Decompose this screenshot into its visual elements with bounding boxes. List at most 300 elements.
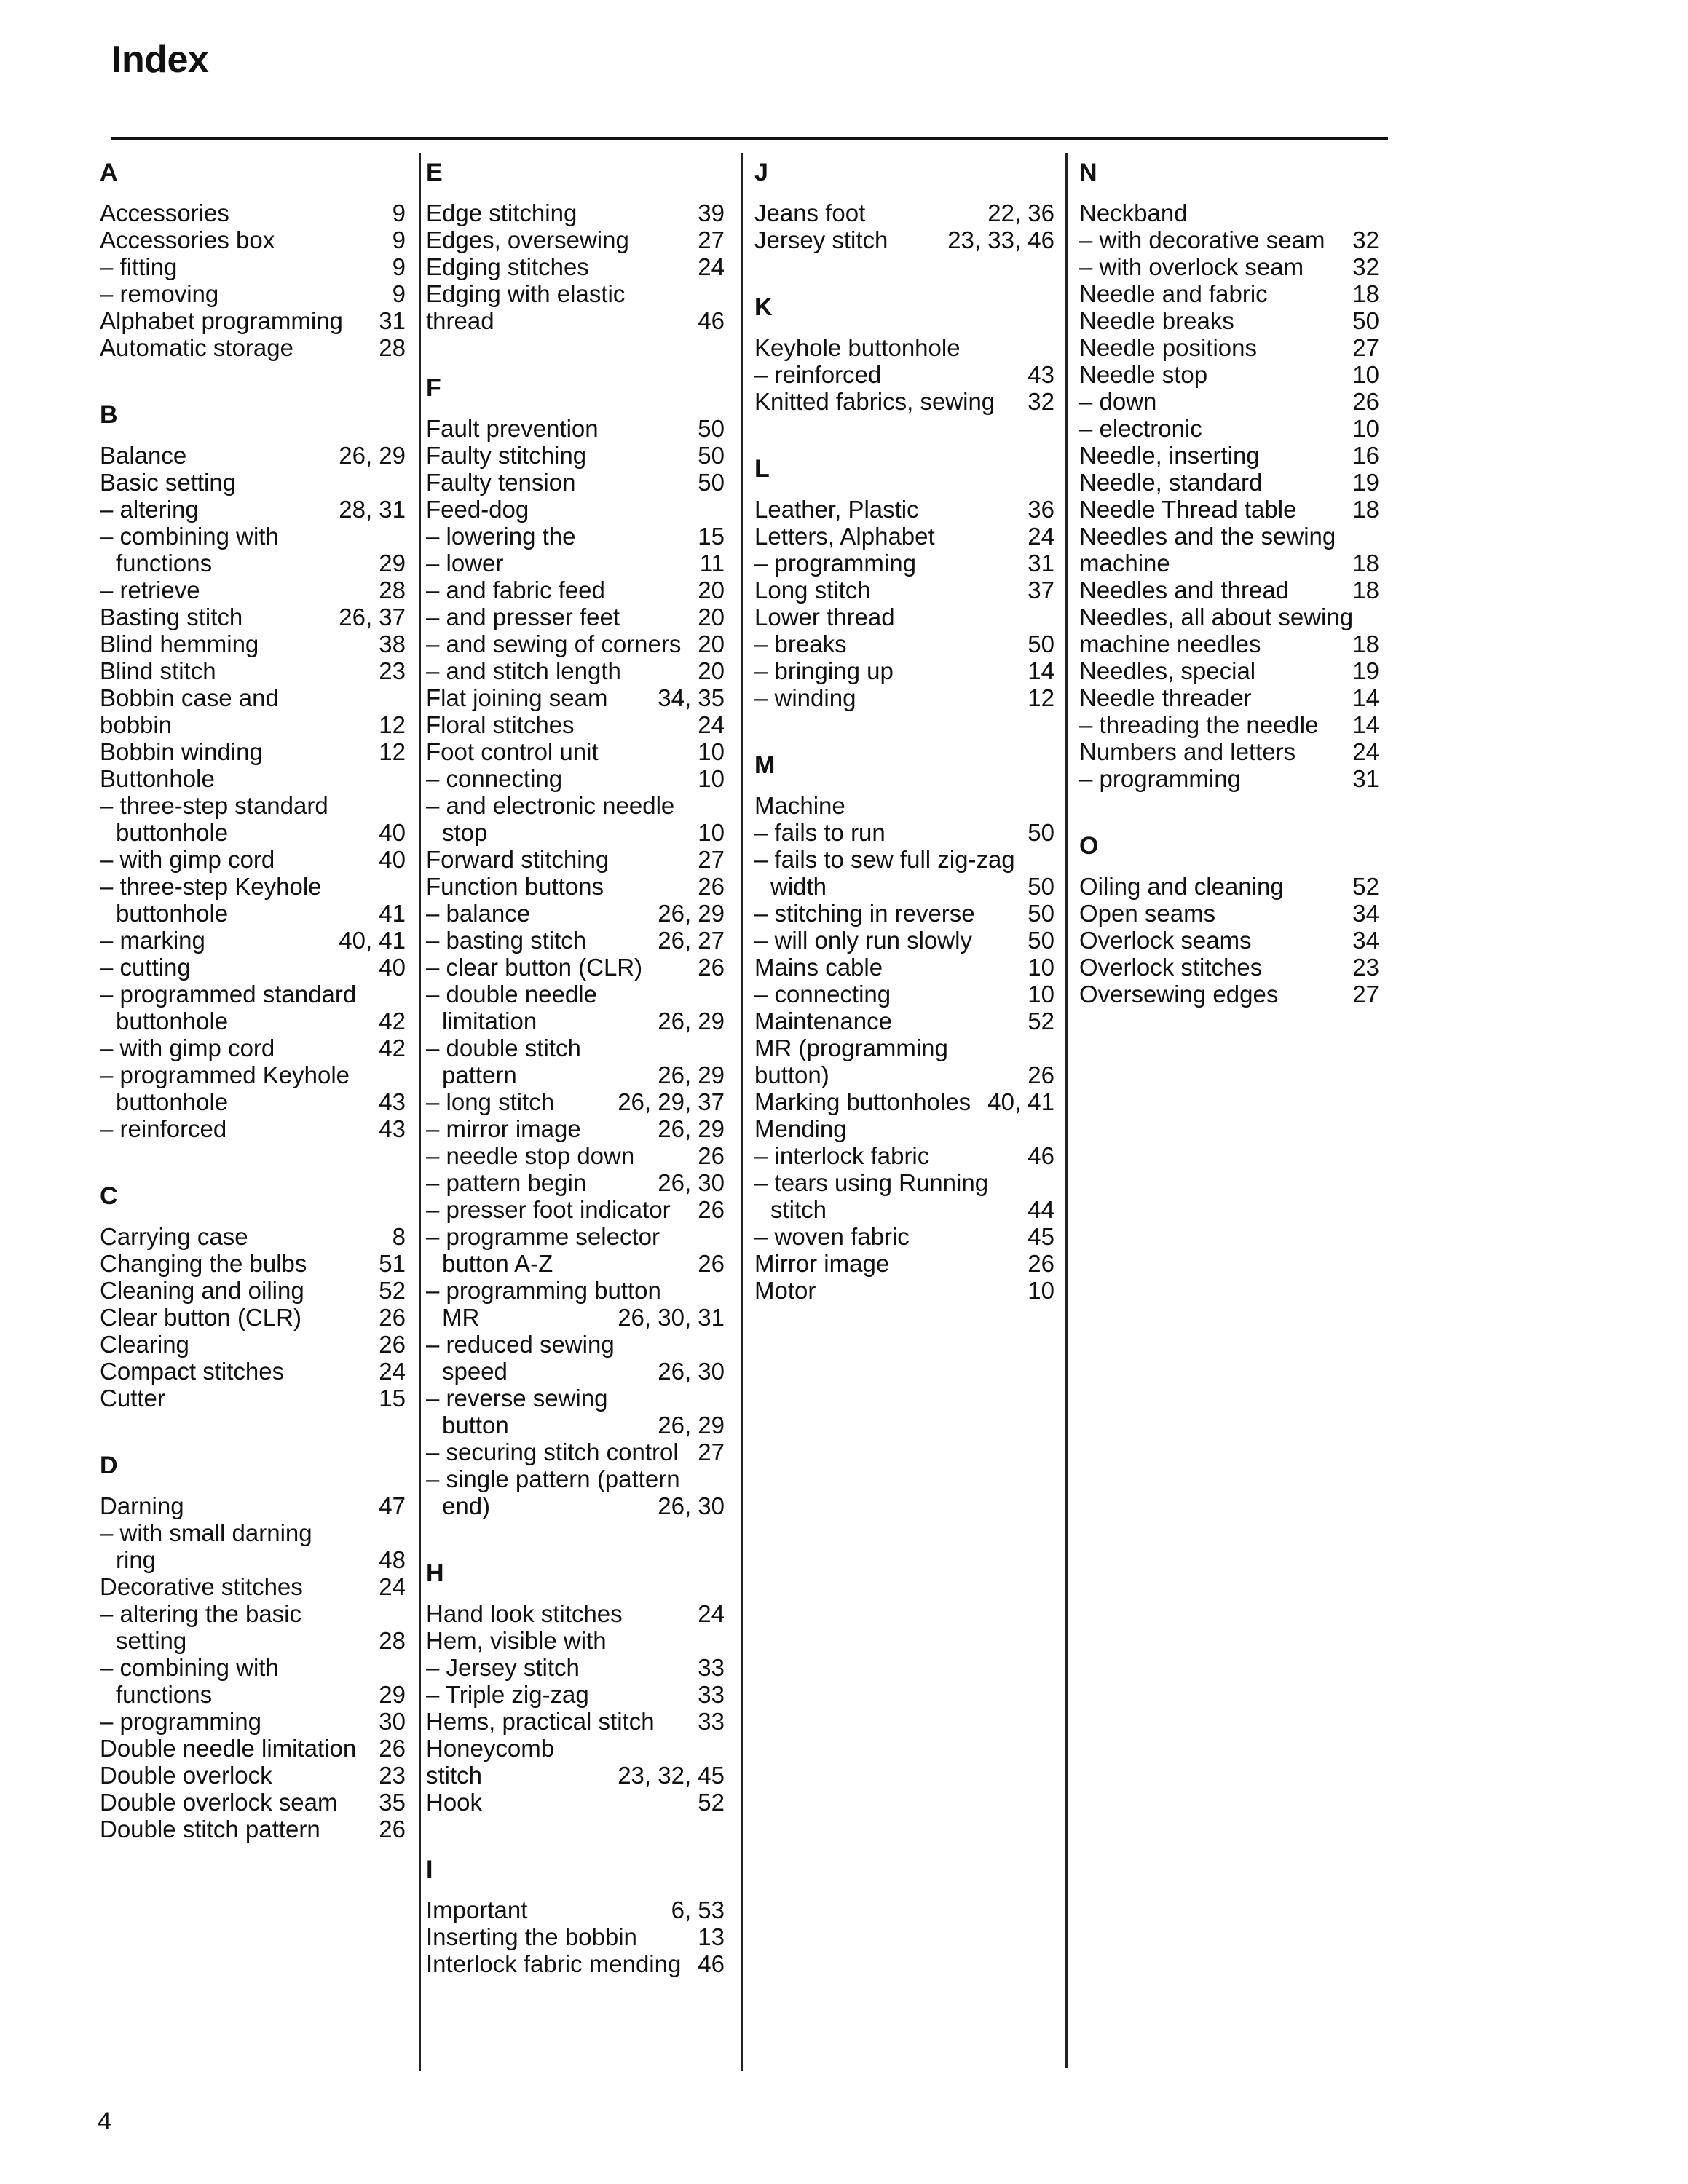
index-entry-term: Double overlock [100,1762,272,1789]
index-entry [754,496,1054,523]
index-entry-pages: 26, 27 [658,927,725,954]
index-entry-term: Needle stop [1079,361,1208,388]
index-entry [754,630,1054,657]
index-entry-term: – double needle [426,981,597,1008]
index-column-1 [100,146,406,1870]
index-entry-term: Basting stitch [100,604,243,630]
index-entry-term: Needle threader [1079,684,1252,711]
index-entry [426,1896,725,1923]
index-entry-pages: 43 [379,1115,406,1142]
index-entry [1079,226,1379,253]
index-entry [426,1627,725,1654]
index-entry-term: – removing [100,280,219,307]
index-entry-pages: 11 [699,550,725,577]
index-entry-pages: 18 [1352,496,1379,523]
index-entry [754,1061,1054,1088]
index-entry-term: Inserting the bobbin [426,1923,637,1950]
index-entry [426,1385,725,1412]
index-group-k [754,280,1054,415]
index-entry-pages: 24 [698,711,725,738]
index-entry-term: – reinforced [100,1115,227,1142]
index-entry-pages: 32 [1352,253,1379,280]
index-entry-pages: 14 [1028,657,1054,684]
index-entry [1079,927,1379,954]
index-entry-term: – will only run slowly [754,927,972,954]
index-entry [100,900,406,927]
index-entry-term: ring [116,1546,157,1573]
index-entry-term: – basting stitch [426,927,587,954]
index-entry [426,496,725,523]
column-divider [741,153,743,2071]
index-entry-term: Needle, inserting [1079,442,1260,469]
index-entry [426,1304,725,1331]
index-entry-term: Flat joining seam [426,684,608,711]
index-entry [100,334,406,361]
index-group-m [754,738,1054,1304]
index-entry [1079,334,1379,361]
index-entry-pages: 40 [379,954,406,981]
index-entry-pages: 24 [379,1358,406,1385]
index-entry-pages: 36 [1028,496,1054,523]
index-entry [100,604,406,630]
index-entry-term: thread [426,307,494,334]
index-entry-term: Basic setting [100,469,237,496]
index-column-3 [754,146,1054,1331]
index-entry-term: – programming button [426,1277,661,1304]
index-entry-term: stitch [770,1196,827,1223]
index-entry-term: – programming [754,550,916,577]
index-entry [1079,307,1379,334]
index-entry-term: button A-Z [442,1250,553,1277]
index-entry-term: Hook [426,1789,483,1816]
index-entry [426,253,725,280]
index-entry [100,1681,406,1708]
index-entry-term: – programming [100,1708,261,1735]
index-entry [754,604,1054,630]
index-entry [754,1115,1054,1142]
index-entry [754,577,1054,604]
index-entry-term: Faulty stitching [426,442,587,469]
index-entry-pages: 26 [379,1816,406,1843]
index-entry-term: – presser foot indicator [426,1196,671,1223]
index-entry [100,550,406,577]
index-entry-pages: 26 [698,954,725,981]
index-entry [100,442,406,469]
index-entry [1079,684,1379,711]
index-entry [426,1681,725,1708]
index-entry-term: – cutting [100,954,191,981]
index-entry-term: Clear button (CLR) [100,1304,301,1331]
index-entry-term: Needles, all about sewing [1079,604,1354,630]
index-entry-pages: 32 [1028,388,1054,415]
index-group-o [1079,819,1379,1008]
index-entry-pages: 51 [379,1250,406,1277]
index-entry-term: Marking buttonholes [754,1088,971,1115]
index-entry-term: Interlock fabric mending [426,1950,682,1977]
index-entry [100,577,406,604]
index-entry-term: – altering [100,496,199,523]
index-entry [426,1923,725,1950]
index-entry [754,1277,1054,1304]
index-entry [426,550,725,577]
index-entry [426,1277,725,1304]
index-entry [754,523,1054,550]
index-entry-term: – fails to sew full zig-zag [754,846,1015,873]
index-entry-term: Needle Thread table [1079,496,1297,523]
index-entry [100,954,406,981]
index-group-f [426,361,725,1519]
index-entry [426,1008,725,1034]
index-entry-term: – Jersey stitch [426,1654,580,1681]
index-entry-term: – breaks [754,630,847,657]
index-entry [426,738,725,765]
index-entry [426,1250,725,1277]
index-entry-term: Long stitch [754,577,871,604]
index-letter-heading: C [100,1182,118,1210]
index-entry-pages: 39 [698,199,725,226]
index-entry [1079,550,1379,577]
index-group-d [100,1439,406,1843]
index-entry-term: Overlock stitches [1079,954,1263,981]
page-title: Index [111,39,209,81]
index-entry [100,1061,406,1088]
index-entry [1079,388,1379,415]
index-entry [100,1762,406,1789]
index-entry [426,765,725,792]
index-entry-term: Needle and fabric [1079,280,1268,307]
index-entry-term: Open seams [1079,900,1216,927]
index-entry-term: – tears using Running [754,1169,989,1196]
index-entry [1079,711,1379,738]
index-entry-term: Feed-dog [426,496,529,523]
index-entry-term: Faulty tension [426,469,576,496]
index-entry-term: – programmed standard [100,981,357,1008]
index-entry-term: Honeycomb [426,1735,555,1762]
index-entry-pages: 26, 29 [658,1008,725,1034]
index-entry-pages: 26, 29 [658,1115,725,1142]
index-entry-term: buttonhole [116,1008,229,1034]
index-entry-pages: 26, 29 [339,442,406,469]
index-entry-pages: 12 [379,711,406,738]
index-entry-term: Needles and the sewing [1079,523,1336,550]
index-entry-term: Oversewing edges [1079,981,1279,1008]
index-entry [100,1331,406,1358]
index-entry-pages: 18 [1352,577,1379,604]
index-entry [426,280,725,307]
index-entry-pages: 12 [1028,684,1054,711]
index-entry [426,199,725,226]
index-entry [754,900,1054,927]
index-entry-term: speed [442,1358,508,1385]
index-entry-term: Accessories [100,199,229,226]
index-group-i [426,1843,725,1977]
index-entry-pages: 47 [379,1492,406,1519]
index-entry [1079,577,1379,604]
index-entry-pages: 27 [698,226,725,253]
index-entry [100,1277,406,1304]
index-entry-term: button [442,1412,509,1439]
index-entry [100,1519,406,1546]
index-entry [100,819,406,846]
index-entry-pages: 24 [1028,523,1054,550]
index-entry-pages: 42 [379,1034,406,1061]
index-entry-pages: 20 [698,604,725,630]
index-entry-term: – altering the basic [100,1600,302,1627]
index-entry-pages: 26, 29, 37 [618,1088,725,1115]
index-entry-term: – clear button (CLR) [426,954,643,981]
index-entry [100,523,406,550]
index-entry-term: – with small darning [100,1519,312,1546]
index-entry-pages: 31 [1028,550,1054,577]
index-entry-term: Knitted fabrics, sewing [754,388,995,415]
index-entry-term: – lower [426,550,504,577]
index-entry [426,442,725,469]
index-entry [1079,765,1379,792]
index-entry-pages: 33 [698,1654,725,1681]
index-entry [100,226,406,253]
index-entry-pages: 34, 35 [658,684,725,711]
index-entry-pages: 10 [698,819,725,846]
index-entry-pages: 26, 30, 31 [618,1304,725,1331]
index-entry [1079,199,1379,226]
index-entry-term: – with gimp cord [100,846,275,873]
index-entry-term: – and presser feet [426,604,620,630]
index-entry [754,1008,1054,1034]
index-entry [426,1492,725,1519]
index-entry [426,711,725,738]
index-entry-term: – electronic [1079,415,1202,442]
index-entry-term: Important [426,1896,528,1923]
index-entry [100,1492,406,1519]
index-entry-pages: 16 [1352,442,1379,469]
index-entry-pages: 26 [698,1196,725,1223]
index-entry-term: – single pattern (pattern [426,1465,680,1492]
index-entry [754,1223,1054,1250]
index-letter-heading: L [754,455,770,483]
index-entry-pages: 9 [392,280,406,307]
index-entry-pages: 34 [1352,900,1379,927]
index-letter-heading: M [754,751,776,779]
index-group-b [100,388,406,1142]
index-entry-term: Hems, practical stitch [426,1708,655,1735]
index-entry-term: limitation [442,1008,537,1034]
index-entry-term: – balance [426,900,531,927]
index-entry-term: MR (programming [754,1034,948,1061]
index-entry [426,900,725,927]
index-entry [100,1627,406,1654]
page-number: 4 [98,2108,111,2135]
index-entry [1079,630,1379,657]
index-entry-pages: 23, 33, 46 [947,226,1054,253]
index-entry [754,199,1054,226]
index-entry [426,1412,725,1439]
index-entry [100,1008,406,1034]
index-group-a [100,146,406,361]
index-entry-pages: 41 [379,900,406,927]
index-entry [426,1654,725,1681]
index-entry [100,630,406,657]
index-entry-pages: 19 [1352,469,1379,496]
index-entry-term: width [770,873,827,900]
index-entry-pages: 26, 37 [339,604,406,630]
index-entry-pages: 31 [379,307,406,334]
index-entry-term: Overlock seams [1079,927,1252,954]
index-entry-pages: 26 [1028,1250,1054,1277]
index-entry-pages: 50 [1028,927,1054,954]
index-entry-term: – and electronic needle [426,792,675,819]
index-entry [426,1735,725,1762]
index-entry-pages: 26, 30 [658,1358,725,1385]
index-entry [426,873,725,900]
index-entry [1079,900,1379,927]
index-entry-term: end) [442,1492,491,1519]
index-entry-term: stop [442,819,488,846]
index-entry-term: Balance [100,442,187,469]
index-letter-heading: F [426,374,441,402]
index-entry-term: Bobbin winding [100,738,263,765]
index-entry-term: – connecting [426,765,563,792]
index-entry-term: – retrieve [100,577,200,604]
index-column-2 [426,146,725,2004]
index-entry-pages: 34 [1352,927,1379,954]
index-entry-term: – three-step standard [100,792,328,819]
index-entry-pages: 23 [379,1762,406,1789]
column-divider [1065,153,1068,2068]
index-entry-pages: 37 [1028,577,1054,604]
index-entry-term: – reverse sewing [426,1385,608,1412]
index-entry-term: buttonhole [116,819,229,846]
index-group-e [426,146,725,334]
index-entry-term: – reinforced [754,361,882,388]
index-entry-term: – three-step Keyhole [100,873,322,900]
index-entry-term: functions [116,550,213,577]
index-entry-pages: 20 [698,657,725,684]
index-entry-term: – and sewing of corners [426,630,682,657]
index-entry-term: Mains cable [754,954,883,981]
index-entry-pages: 8 [392,1223,406,1250]
index-entry-pages: 29 [379,1681,406,1708]
title-rule [111,137,1388,140]
index-entry [426,1465,725,1492]
index-entry-pages: 33 [698,1708,725,1735]
index-entry-term: Needle, standard [1079,469,1263,496]
index-entry [1079,657,1379,684]
index-entry-pages: 50 [1028,819,1054,846]
index-entry [1079,415,1379,442]
index-entry [426,415,725,442]
index-entry-term: Alphabet programming [100,307,343,334]
index-entry [426,1115,725,1142]
index-group-l [754,442,1054,711]
index-entry [1079,873,1379,900]
index-entry-pages: 10 [1352,415,1379,442]
index-entry-term: buttonhole [116,900,229,927]
index-entry-pages: 10 [698,738,725,765]
index-entry [754,981,1054,1008]
index-entry [426,469,725,496]
index-entry [100,1223,406,1250]
index-entry [1079,738,1379,765]
index-entry [426,1088,725,1115]
index-entry-term: Double stitch pattern [100,1816,320,1843]
index-entry [426,1762,725,1789]
index-letter-heading: I [426,1856,433,1883]
index-entry [1079,253,1379,280]
index-entry-pages: 19 [1352,657,1379,684]
index-entry [426,1950,725,1977]
index-entry [426,1708,725,1735]
index-entry-term: Buttonhole [100,765,215,792]
index-entry [1079,981,1379,1008]
index-entry-pages: 28 [379,577,406,604]
index-entry [426,819,725,846]
index-entry-term: – long stitch [426,1088,555,1115]
index-entry-term: Edging with elastic [426,280,626,307]
index-entry [100,496,406,523]
index-entry-term: Blind hemming [100,630,259,657]
index-entry-pages: 9 [392,226,406,253]
index-entry-term: – fails to run [754,819,886,846]
index-entry [1079,604,1379,630]
index-entry-pages: 43 [379,1088,406,1115]
index-letter-heading: H [426,1559,444,1587]
index-entry [100,307,406,334]
index-entry-pages: 26 [379,1331,406,1358]
index-entry [100,1088,406,1115]
index-entry [754,1034,1054,1061]
index-entry [754,1088,1054,1115]
index-entry [426,1142,725,1169]
index-entry [754,226,1054,253]
index-entry-term: Bobbin case and [100,684,279,711]
index-group-j [754,146,1054,253]
index-entry [426,523,725,550]
index-entry-term: Needle breaks [1079,307,1234,334]
index-entry [426,1034,725,1061]
index-entry-term: Numbers and letters [1079,738,1296,765]
index-entry [426,684,725,711]
index-entry-term: Needles and thread [1079,577,1290,604]
index-entry-pages: 50 [1028,900,1054,927]
index-letter-heading: K [754,293,773,321]
index-entry [426,846,725,873]
index-entry [426,1061,725,1088]
index-entry-pages: 15 [698,523,725,550]
index-entry-term: – and stitch length [426,657,621,684]
index-entry [1079,954,1379,981]
index-entry [754,819,1054,846]
index-entry-term: Maintenance [754,1008,892,1034]
index-entry-pages: 13 [698,1923,725,1950]
index-entry [754,1196,1054,1223]
index-entry-pages: 50 [698,442,725,469]
index-group-h [426,1546,725,1816]
index-entry-pages: 26, 29 [658,1061,725,1088]
column-divider [419,153,421,2071]
index-entry [426,226,725,253]
index-entry-pages: 40 [379,819,406,846]
index-entry-term: Floral stitches [426,711,575,738]
index-entry [100,1034,406,1061]
index-entry-term: Mending [754,1115,847,1142]
index-entry-term: Motor [754,1277,816,1304]
index-entry-term: Hand look stitches [426,1600,623,1627]
index-letter-heading: A [100,159,118,186]
index-entry [100,1708,406,1735]
index-entry-term: Neckband [1079,199,1188,226]
index-entry-pages: 52 [1352,873,1379,900]
index-entry-pages: 26 [379,1304,406,1331]
